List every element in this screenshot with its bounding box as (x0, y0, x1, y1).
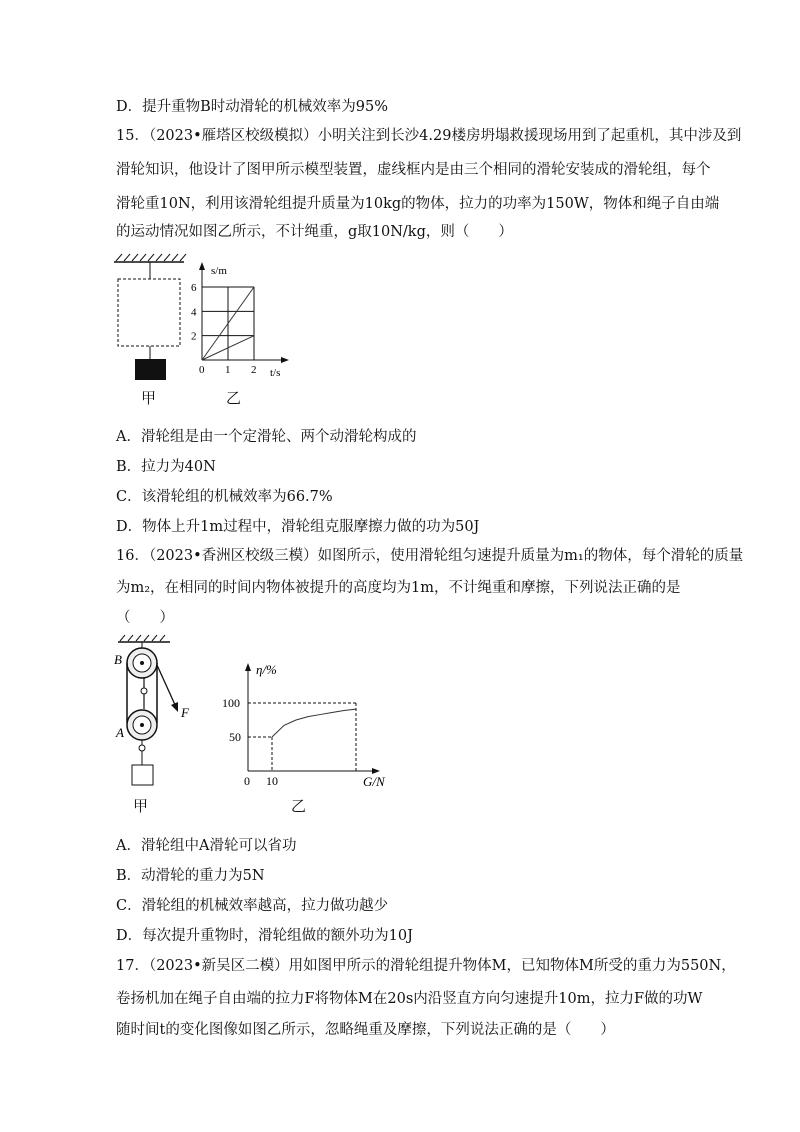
q14-option-d: D．提升重物B时动滑轮的机械效率为95% (116, 99, 389, 115)
q17-text-line: 随时间t的变化图像如图乙所示，忽略绳重及摩擦，下列说法正确的是（ ） (116, 1022, 615, 1038)
q16-text-line: 16．（2023•香洲区校级三模）如图所示，使用滑轮组匀速提升质量为m₁的物体，每个滑轮的质量 (116, 548, 744, 564)
q15-option-a: A．滑轮组是由一个定滑轮、两个动滑轮构成的 (116, 429, 417, 445)
q16-option-d: D．每次提升重物时，滑轮组做的额外功为10J (116, 928, 413, 944)
y-axis-label: s/m (211, 265, 227, 277)
y-tick-label: 4 (191, 306, 197, 319)
x-tick-label: 10 (266, 774, 278, 786)
q15-text-line: 15．（2023•雁塔区校级模拟）小明关注到长沙4.29楼房坍塌救援现场用到了起重机，其中涉及到 (116, 128, 742, 144)
x-axis-label: t/s (270, 367, 281, 379)
efficiency-curve (272, 709, 356, 737)
ceiling-hatch (118, 635, 170, 642)
q16-option-b: B．动滑轮的重力为5N (116, 868, 265, 884)
x-tick-label: 0 (244, 774, 250, 786)
q15-option-d: D．物体上升1m过程中，滑轮组克服摩擦力做的功为50J (116, 519, 480, 535)
movable-pulley-a (127, 710, 157, 740)
q16-fig-jia-label: 甲 (133, 797, 149, 815)
x-axis-label: G/N (363, 774, 385, 786)
x-tick-label: 0 (199, 364, 205, 376)
weight-box (132, 765, 153, 785)
q15-text-line: 滑轮重10N，利用该滑轮组提升质量为10kg的物体，拉力的功率为150W，物体和绳子自由端 (116, 196, 720, 212)
q17-text-line: 卷扬机加在绳子自由端的拉力F将物体M在20s内沿竖直方向匀速提升10m，拉力F做的功W (116, 991, 703, 1007)
q15-figure-jia (110, 250, 190, 385)
q16-pulley-figure (108, 633, 218, 793)
q15-fig-jia-label: 甲 (141, 389, 157, 407)
q15-st-chart (190, 256, 300, 381)
pulley-label-a: A (116, 725, 124, 740)
q15-option-b: B．拉力为40N (116, 459, 216, 475)
y-axis-label: η/% (256, 662, 277, 677)
q16-text-line: 为m₂，在相同的时间内物体被提升的高度均为1m，不计绳重和摩擦，下列说法正确的是 (116, 580, 681, 596)
y-tick-label: 50 (229, 730, 241, 744)
pulley-group-dashed-frame (118, 279, 180, 346)
q15-text-line: 的运动情况如图乙所示，不计绳重，g取10N/kg，则（ ） (116, 224, 513, 240)
q16-text-line: （ ） (116, 610, 174, 626)
fixed-pulley-b (127, 648, 157, 678)
q16-option-c: C．滑轮组的机械效率越高，拉力做功越少 (116, 898, 389, 914)
weight-block (135, 359, 166, 380)
pulley-label-b: B (114, 652, 122, 667)
q17-text-line: 17．（2023•新吴区二模）用如图甲所示的滑轮组提升物体M，已知物体M所受的重力为550N， (116, 958, 736, 974)
force-label-f: F (181, 705, 189, 720)
x-tick-label: 2 (251, 364, 257, 376)
y-tick-label: 6 (191, 282, 197, 294)
q15-text-line: 滑轮知识，他设计了图甲所示模型装置，虚线框内是由三个相同的滑轮安装成的滑轮组，每个 (116, 162, 711, 178)
y-tick-label: 2 (191, 330, 197, 343)
x-tick-label: 1 (225, 364, 231, 376)
q15-fig-yi-label: 乙 (226, 389, 242, 407)
y-tick-label: 100 (222, 696, 240, 710)
q15-option-c: C．该滑轮组的机械效率为66.7% (116, 489, 333, 505)
q16-fig-yi-label: 乙 (291, 797, 307, 815)
q16-efficiency-chart (220, 656, 400, 786)
ceiling-hatch (114, 254, 186, 262)
q16-option-a: A．滑轮组中A滑轮可以省功 (116, 838, 297, 854)
